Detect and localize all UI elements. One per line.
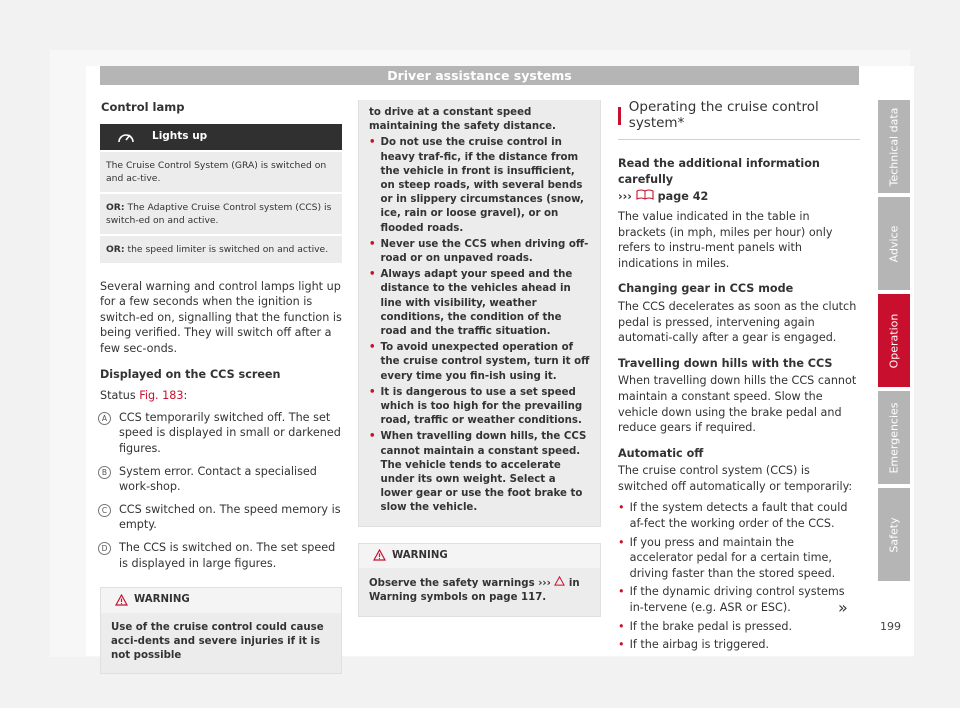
displayed-heading: Displayed on the CCS screen	[100, 367, 281, 381]
bullet-dot: •	[369, 431, 376, 443]
auto-off-heading: Automatic off	[618, 446, 704, 460]
warning-bullet	[369, 136, 590, 235]
warning-bullet	[369, 238, 590, 266]
bullet-text: It is dangerous to use a set speed which is too high for the prevailing road, traffic or weather conditions.	[380, 386, 583, 427]
bullet-dot: •	[618, 638, 625, 652]
warning-text: Observe the safety warnings	[369, 578, 539, 590]
warning-bullets	[369, 136, 590, 515]
warning-bullet	[369, 268, 590, 339]
paragraph: The value indicated in the table in brackets (in mph, miles per hour) only refers to instru-ment panels with indications in miles.	[618, 209, 833, 270]
bullet-text: If the brake pedal is pressed.	[629, 619, 793, 633]
bullet-dot: •	[369, 342, 376, 354]
continue-marker: »	[838, 598, 848, 617]
read-more-line: Read the additional information carefully	[618, 157, 820, 186]
table-header	[100, 124, 342, 150]
status-list	[100, 410, 342, 571]
status-letter-badge: D	[98, 542, 111, 555]
chapter-tab-emergencies[interactable]	[878, 391, 910, 484]
table-row	[100, 192, 342, 234]
table-cell: The Cruise Control System (GRA) is switched on and ac-tive.	[106, 159, 327, 184]
section-marker	[618, 107, 621, 125]
bullet-text: Do not use the cruise control in heavy traf-fic, if the distance from the vehicle in front is insufficient, on steep roads, with several bends or in slippery circumstances (snow, ice, rain or loose gravel), or on flooded roads.	[380, 137, 584, 234]
paragraph: The cruise control system (CCS) is switched off automatically or temporarily:	[618, 464, 853, 493]
chapter-tab-safety[interactable]	[878, 488, 910, 581]
bullet-dot: •	[369, 137, 376, 149]
warning-body	[359, 568, 600, 615]
table-cell: The Adaptive Cruise Control system (CCS) is switch-ed on and active.	[106, 201, 332, 226]
control-lamp-title: Control lamp	[101, 100, 185, 114]
read-more-reference[interactable]	[618, 189, 860, 205]
warning-box	[100, 587, 342, 674]
status-item	[100, 540, 342, 571]
chapter-tab-operation[interactable]	[878, 294, 910, 387]
or-label: OR:	[106, 201, 125, 213]
bullet-text: If the airbag is triggered.	[629, 638, 770, 652]
bullet-text: To avoid unexpected operation of the cruise control system, turn it off every time you fin-ish using it.	[380, 342, 590, 382]
chapter-tab-label: Operation	[887, 313, 901, 368]
warning-body	[359, 100, 600, 526]
table-row	[100, 234, 342, 263]
page-header: Driver assistance systems	[100, 66, 859, 85]
status-item	[100, 464, 342, 495]
or-label: OR:	[106, 243, 125, 255]
status-text: CCS temporarily switched off. The set speed is displayed in small or darkened figures.	[119, 410, 341, 455]
warning-header	[359, 544, 600, 569]
auto-off-bullet	[618, 535, 860, 582]
control-lamp-table	[100, 124, 342, 263]
right-column	[618, 100, 860, 653]
table-cell: the speed limiter is switched on and active.	[124, 243, 329, 255]
bullet-dot: •	[369, 386, 376, 398]
chapter-tab-label: Safety	[887, 516, 901, 553]
warning-body: Use of the cruise control could cause acci-dents and severe injuries if it is not possible	[101, 613, 341, 674]
bullet-text: Always adapt your speed and the distance to the vehicles ahead in line with visibility, weather conditions, the condition of the road and the traffic situation.	[380, 269, 573, 338]
table-row	[100, 150, 342, 192]
status-suffix: :	[183, 389, 188, 403]
status-text: CCS switched on. The speed memory is empty.	[119, 502, 341, 532]
warning-label: WARNING	[134, 594, 190, 606]
bullet-text: If the dynamic driving control systems in-tervene (e.g. ASR or ESC).	[629, 585, 845, 615]
bullet-text: When travelling down hills, the CCS cannot maintain a constant speed. The vehicle tends to accelerate under its own weight. Select a lower gear or use the foot brake to slow the vehicle.	[380, 431, 587, 514]
warning-label: WARNING	[392, 549, 448, 561]
table-header-label: Lights up	[152, 129, 208, 142]
paragraph: Several warning and control lamps light up for a few seconds when the ignition is switch-ed on, signalling that the function is being verified. They will switch off after a few sec-onds.	[100, 279, 342, 355]
warning-bullet	[369, 341, 590, 384]
chapter-tab-label: Advice	[887, 225, 901, 262]
bullet-dot: •	[618, 535, 625, 549]
auto-off-list	[618, 500, 860, 652]
left-column	[100, 100, 342, 674]
auto-off-bullet	[618, 584, 860, 615]
cruise-control-icon	[100, 130, 152, 144]
warning-bullet	[369, 430, 590, 515]
reference-arrows: ›››	[618, 190, 632, 204]
bullet-dot: •	[618, 619, 625, 633]
auto-off-bullet	[618, 619, 860, 635]
warning-triangle-icon	[554, 578, 565, 589]
auto-off-bullet	[618, 500, 860, 531]
warning-triangle-icon	[373, 549, 386, 561]
chapter-tab-technical-data[interactable]	[878, 100, 910, 193]
page-number: 199	[880, 620, 901, 633]
status-letter-badge: C	[98, 504, 111, 517]
status-letter-badge: A	[98, 412, 111, 425]
status-item	[100, 410, 342, 457]
section-title: Operating the cruise control system*	[628, 99, 819, 131]
book-icon	[636, 190, 654, 203]
status-letter-badge: B	[98, 466, 111, 479]
warning-bullet	[369, 386, 590, 429]
chapter-tab-label: Technical data	[887, 107, 901, 186]
warning-box-2	[358, 543, 601, 617]
page-reference: page 42	[657, 190, 709, 204]
warning-triangle-icon	[115, 594, 128, 606]
bullet-dot: •	[369, 238, 376, 250]
status-text: System error. Contact a specialised work-shop.	[119, 464, 317, 494]
paragraph: When travelling down hills the CCS cannot maintain a constant speed. Slow the vehicle down using the brake pedal and reduce gears if required.	[618, 374, 857, 435]
section-heading	[618, 100, 860, 140]
warning-reference[interactable]: in Warning symbols on page 117.	[369, 578, 580, 604]
warning-box-continued	[358, 100, 601, 527]
middle-column	[358, 100, 601, 617]
reference-arrows: ›››	[538, 578, 551, 590]
chapter-tab-label: Emergencies	[887, 401, 901, 474]
status-prefix: Status	[100, 389, 140, 403]
bullet-dot: •	[618, 501, 625, 515]
bullet-text: Never use the CCS when driving off-road or on unpaved roads.	[380, 238, 589, 265]
bullet-text: If the system detects a fault that could af-fect the working order of the CCS.	[629, 501, 848, 531]
auto-off-bullet	[618, 637, 860, 653]
bullet-text: If you press and maintain the accelerator pedal for a certain time, driving faster than the stored speed.	[629, 535, 836, 580]
bullet-dot: •	[618, 585, 625, 599]
warning-intro: to drive at a constant speed maintaining the safety distance.	[369, 107, 556, 133]
chapter-tab-advice[interactable]	[878, 197, 910, 290]
gear-heading: Changing gear in CCS mode	[618, 282, 794, 296]
paragraph: The CCS decelerates as soon as the clutch pedal is pressed, intervening again automati-cally after a gear is engaged.	[618, 299, 857, 345]
warning-header	[101, 588, 341, 613]
hills-heading: Travelling down hills with the CCS	[618, 356, 833, 370]
status-item	[100, 502, 342, 533]
figure-link[interactable]: Fig. 183	[139, 389, 184, 403]
status-text: The CCS is switched on. The set speed is displayed in large figures.	[119, 540, 336, 570]
status-line	[100, 388, 342, 404]
bullet-dot: •	[369, 269, 376, 281]
